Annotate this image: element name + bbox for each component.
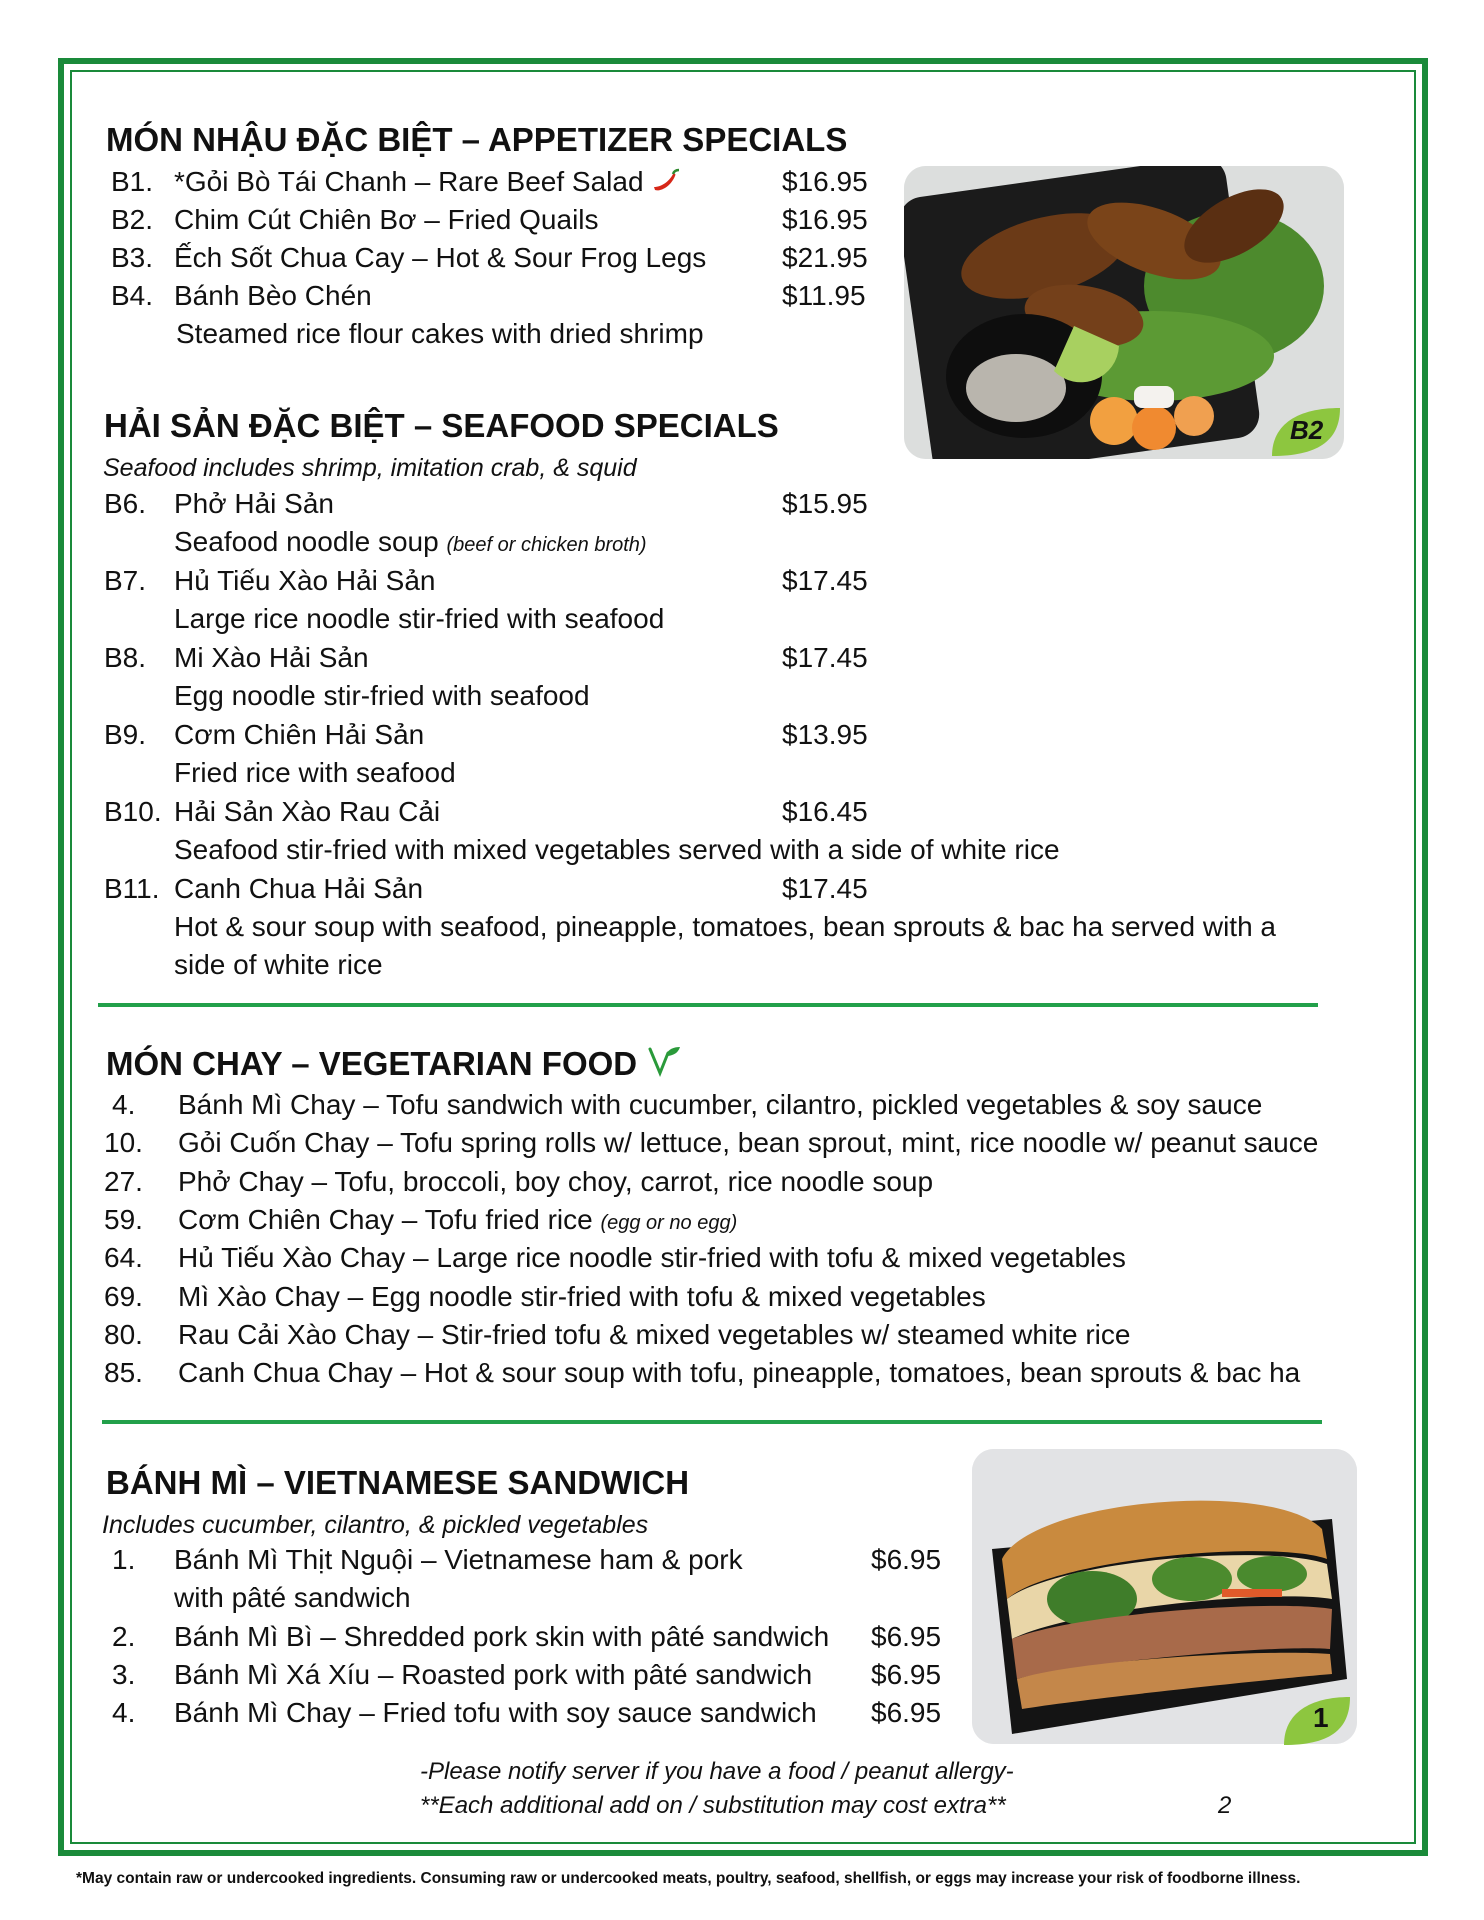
veg-item-text: Phở Chay – Tofu, broccoli, boy choy, carrot, rice noodle soup bbox=[178, 1166, 934, 1197]
menu-item-code: B7. bbox=[104, 565, 147, 596]
banhmi-item-text: Bánh Mì Thịt Nguội – Vietnamese ham & pork bbox=[174, 1544, 743, 1575]
veg-item-number: 85. bbox=[104, 1357, 143, 1388]
veg-item-text: Cơm Chiên Chay – Tofu fried rice (egg or no egg) bbox=[178, 1204, 738, 1235]
menu-item-name: Canh Chua Hải Sản bbox=[174, 873, 424, 904]
banhmi-item-number: 2. bbox=[112, 1621, 136, 1652]
veg-item-text: Hủ Tiếu Xào Chay – Large rice noodle stir-fried with tofu & mixed vegetables bbox=[178, 1242, 1126, 1273]
vegetarian-leaf-icon bbox=[646, 1045, 682, 1077]
menu-item-price: $16.45 bbox=[782, 796, 868, 827]
veg-item-text: Mì Xào Chay – Egg noodle stir-fried with tofu & mixed vegetables bbox=[178, 1281, 986, 1312]
menu-item-price: $16.95 bbox=[782, 204, 868, 235]
page-number: 2 bbox=[1218, 1792, 1232, 1819]
veg-item-number: 64. bbox=[104, 1242, 143, 1273]
menu-item-code: B11. bbox=[104, 873, 160, 904]
banhmi-item-text: Bánh Mì Bì – Shredded pork skin with pâté sandwich bbox=[174, 1621, 830, 1652]
menu-item-description: Seafood stir-fried with mixed vegetables served with a side of white rice bbox=[174, 834, 1060, 865]
menu-item-name: Bánh Bèo Chén bbox=[174, 280, 372, 311]
menu-item-price: $13.95 bbox=[782, 719, 868, 750]
photo-badge: B2 bbox=[1268, 404, 1344, 460]
menu-item-price: $16.95 bbox=[782, 166, 868, 197]
veg-item-text: Bánh Mì Chay – Tofu sandwich with cucumber, cilantro, pickled vegetables & soy sauce bbox=[178, 1089, 1263, 1120]
appetizer-section-title: MÓN NHẬU ĐẶC BIỆT – APPETIZER SPECIALS bbox=[106, 121, 848, 158]
menu-item-code: B9. bbox=[104, 719, 147, 750]
banhmi-item-number: 3. bbox=[112, 1659, 136, 1690]
menu-item-price: $17.45 bbox=[782, 873, 868, 904]
veg-item-text: Canh Chua Chay – Hot & sour soup with tofu, pineapple, tomatoes, bean sprouts & bac ha bbox=[178, 1357, 1301, 1388]
menu-item-name: Cơm Chiên Hải Sản bbox=[174, 719, 425, 750]
vegetarian-section-title: MÓN CHAY – VEGETARIAN FOOD bbox=[106, 1045, 682, 1083]
menu-item-price: $21.95 bbox=[782, 242, 868, 273]
banhmi-section-title: BÁNH MÌ – VIETNAMESE SANDWICH bbox=[106, 1464, 690, 1501]
veg-item-number: 80. bbox=[104, 1319, 143, 1350]
banhmi-note: Includes cucumber, cilantro, & pickled vegetables bbox=[102, 1511, 649, 1539]
banhmi-item-price: $6.95 bbox=[871, 1659, 942, 1690]
veg-item-text: Gỏi Cuốn Chay – Tofu spring rolls w/ lettuce, bean sprout, mint, rice noodle w/ peanut sauce bbox=[178, 1127, 1319, 1158]
chili-pepper-icon bbox=[651, 168, 681, 194]
section-divider bbox=[98, 1003, 1318, 1007]
menu-item-code: B10. bbox=[104, 796, 162, 827]
foodborne-disclaimer: *May contain raw or undercooked ingredients. Consuming raw or undercooked meats, poultry, seafood, shellfish, or eggs may increase your risk of foodborne illness. bbox=[76, 1870, 1301, 1887]
veg-item-number: 4. bbox=[112, 1089, 136, 1120]
menu-item-description: Large rice noodle stir-fried with seafood bbox=[174, 603, 665, 634]
menu-item-name: Hủ Tiếu Xào Hải Sản bbox=[174, 565, 436, 596]
menu-item-price: $17.45 bbox=[782, 642, 868, 673]
banhmi-item-price: $6.95 bbox=[871, 1621, 942, 1652]
menu-item-description: Seafood noodle soup (beef or chicken broth) bbox=[174, 526, 647, 557]
menu-item-name: *Gỏi Bò Tái Chanh – Rare Beef Salad bbox=[174, 166, 681, 198]
photo-badge: 1 bbox=[1280, 1693, 1355, 1749]
banhmi-item-text: Bánh Mì Xá Xíu – Roasted pork with pâté sandwich bbox=[174, 1659, 813, 1690]
menu-item-code: B2. bbox=[111, 204, 154, 235]
allergy-notice: -Please notify server if you have a food / peanut allergy- bbox=[420, 1758, 1014, 1785]
menu-item-description: Hot & sour soup with seafood, pineapple, tomatoes, bean sprouts & bac ha served with a bbox=[174, 911, 1276, 942]
menu-item-code: B1. bbox=[111, 166, 154, 197]
menu-item-description: Egg noodle stir-fried with seafood bbox=[174, 680, 590, 711]
menu-item-name: Hải Sản Xào Rau Cải bbox=[174, 796, 441, 827]
menu-item-name: Mi Xào Hải Sản bbox=[174, 642, 369, 673]
menu-item-price: $17.45 bbox=[782, 565, 868, 596]
banhmi-item-price: $6.95 bbox=[871, 1697, 942, 1728]
menu-item-name: Phở Hải Sản bbox=[174, 488, 335, 519]
section-divider bbox=[102, 1420, 1322, 1424]
menu-item-description-cont: side of white rice bbox=[174, 949, 383, 980]
menu-item-name: Ếch Sốt Chua Cay – Hot & Sour Frog Legs bbox=[174, 242, 707, 273]
banhmi-item-price: $6.95 bbox=[871, 1544, 942, 1575]
menu-item-code: B6. bbox=[104, 488, 147, 519]
banhmi-item-number: 4. bbox=[112, 1697, 136, 1728]
banhmi-item-text: Bánh Mì Chay – Fried tofu with soy sauce sandwich bbox=[174, 1697, 817, 1728]
addon-notice: **Each additional add on / substitution may cost extra** bbox=[420, 1792, 1006, 1819]
menu-item-code: B4. bbox=[111, 280, 154, 311]
menu-item-code: B8. bbox=[104, 642, 147, 673]
seafood-section-title: HẢI SẢN ĐẶC BIỆT – SEAFOOD SPECIALS bbox=[104, 407, 779, 444]
menu-item-price: $11.95 bbox=[782, 280, 866, 311]
veg-item-number: 10. bbox=[104, 1127, 143, 1158]
seafood-note: Seafood includes shrimp, imitation crab, & squid bbox=[103, 454, 637, 482]
veg-item-number: 69. bbox=[104, 1281, 143, 1312]
banhmi-item-text-cont: with pâté sandwich bbox=[174, 1582, 411, 1613]
menu-item-name: Chim Cút Chiên Bơ – Fried Quails bbox=[174, 204, 599, 235]
banhmi-item-number: 1. bbox=[112, 1544, 136, 1575]
menu-item-code: B3. bbox=[111, 242, 154, 273]
veg-item-number: 59. bbox=[104, 1204, 143, 1235]
veg-item-number: 27. bbox=[104, 1166, 143, 1197]
veg-item-text: Rau Cải Xào Chay – Stir-fried tofu & mixed vegetables w/ steamed white rice bbox=[178, 1319, 1131, 1350]
menu-item-description: Steamed rice flour cakes with dried shrimp bbox=[176, 318, 704, 349]
menu-item-description: Fried rice with seafood bbox=[174, 757, 456, 788]
menu-item-price: $15.95 bbox=[782, 488, 868, 519]
